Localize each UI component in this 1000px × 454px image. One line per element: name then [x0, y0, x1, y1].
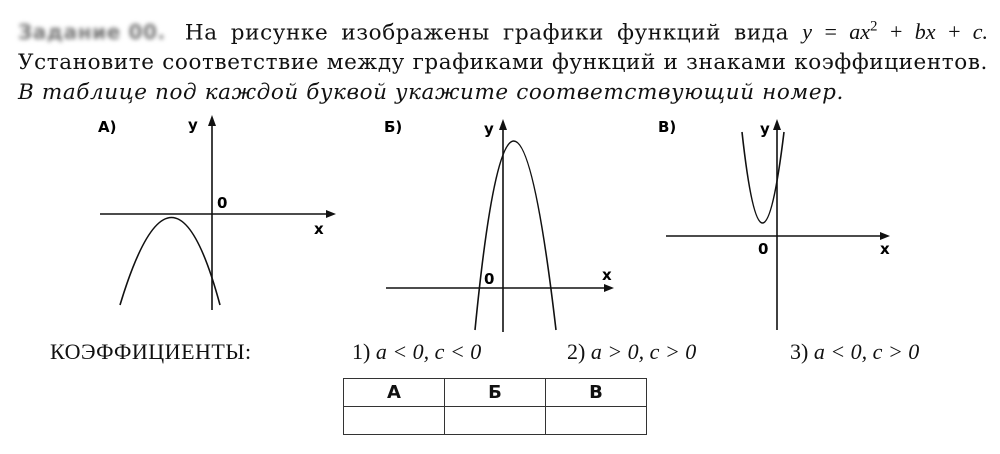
coefficients-label: КОЭФФИЦИЕНТЫ:: [50, 339, 252, 364]
answer-table: [343, 378, 647, 435]
graph-c-origin-label: 0: [758, 240, 769, 258]
graph-c-letter: В): [658, 118, 677, 136]
graph-b-y-arrow: [499, 119, 507, 130]
answer-cell-b[interactable]: [445, 407, 546, 435]
answer-table-header-row: [344, 379, 647, 407]
coefficient-option-1: [352, 339, 481, 365]
formula-rhs: + bx + c.: [877, 19, 988, 45]
graph-a-x-arrow: [326, 210, 336, 218]
formula-exponent: 2: [869, 19, 878, 35]
graph-b-parabola: [475, 141, 556, 330]
graph-b-origin-label: 0: [484, 270, 495, 288]
function-formula: [802, 19, 988, 44]
graph-c-x-label: x: [880, 240, 890, 258]
graph-a-y-label: y: [188, 116, 198, 134]
graph-a-origin-label: 0: [217, 194, 228, 212]
task-number-blurred: Задание 00.: [18, 20, 166, 45]
coefficient-option-3: [790, 339, 919, 365]
option-2-number: 2): [567, 339, 586, 364]
option-1-number: 1): [352, 339, 371, 364]
answer-header-b: Б: [445, 379, 546, 407]
graph-c-y-arrow: [773, 119, 781, 130]
option-1-condition: a < 0, c < 0: [375, 339, 482, 364]
graph-a-letter: А): [98, 118, 117, 136]
formula-lhs: y = ax: [802, 19, 870, 45]
answer-cell-a[interactable]: [344, 407, 445, 435]
graph-b-x-arrow: [604, 284, 614, 292]
graph-a: [90, 112, 350, 322]
graph-b-x-label: x: [602, 266, 612, 284]
answer-cell-c[interactable]: [546, 407, 647, 435]
graph-a-y-arrow: [208, 115, 216, 126]
graph-b: [378, 112, 628, 334]
option-3-condition: a < 0, c > 0: [813, 339, 920, 364]
option-3-number: 3): [790, 339, 809, 364]
coefficient-option-2: [567, 339, 696, 365]
graph-c-x-arrow: [880, 232, 890, 240]
answer-header-c: В: [546, 379, 647, 407]
answer-table-input-row: [344, 407, 647, 435]
option-2-condition: a > 0, c > 0: [590, 339, 697, 364]
task-instruction: В таблице под каждой буквой укажите соответствующий номер.: [18, 80, 844, 106]
task-main-text: Установите соответствие между графиками функций и знаками коэффициентов.: [18, 50, 988, 76]
answer-header-a: А: [344, 379, 445, 407]
task-intro-text: На рисунке изображены графики функций вида: [184, 20, 790, 46]
graph-b-letter: Б): [384, 118, 403, 136]
graph-c: [654, 112, 904, 334]
graph-a-parabola: [120, 218, 220, 306]
graph-a-x-label: x: [314, 220, 324, 238]
task-statement: [18, 12, 988, 108]
graph-b-y-label: y: [484, 120, 494, 138]
graph-c-y-label: y: [760, 120, 770, 138]
